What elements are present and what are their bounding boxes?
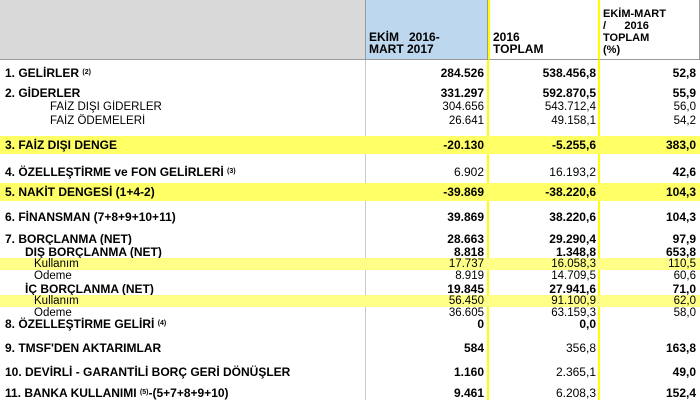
row-value-2016: 63.159,3 (551, 307, 596, 319)
table-row-giderler (0, 86, 700, 100)
row-value-2016: 0,0 (579, 317, 596, 331)
row-value-2016: 29.290,4 (549, 232, 596, 245)
row-value-ratio: 104,3 (665, 185, 696, 199)
row-value-ratio: 62,0 (673, 295, 696, 307)
row-value-2016: 6.208,3 (555, 386, 596, 400)
row-value-ratio (600, 316, 696, 332)
table-row-dis-borclanma (0, 245, 700, 258)
row-label: 6. FİNANSMAN (7+8+9+10+11) (5, 210, 176, 224)
header-2016-total-cell (488, 0, 600, 60)
row-value-2016: 592.870,5 (542, 86, 596, 100)
row-value-oct-mar: 284.526 (440, 66, 484, 80)
row-value-oct-mar: 8.818 (453, 245, 484, 258)
row-value-2016: 2.365,1 (555, 365, 596, 379)
row-value-oct-mar: 1.160 (453, 365, 484, 379)
row-label: 1. GELİRLER (2) (5, 66, 91, 80)
table-row-borclanma-net (0, 232, 700, 245)
row-label: 3. FAİZ DIŞI DENGE (5, 138, 118, 152)
row-label: FAİZ DIŞI GİDERLER (50, 101, 162, 113)
row-value-ratio: 56,0 (673, 101, 696, 113)
row-value-2016: -5.255,6 (551, 138, 596, 152)
row-value-ratio: 49,0 (672, 365, 696, 379)
header-label-cell (0, 0, 366, 60)
row-value-ratio: 52,8 (672, 66, 696, 80)
row-value-oct-mar: 19.845 (447, 282, 484, 295)
table-row-faiz-odemeleri (0, 114, 700, 128)
row-value-ratio: 383,0 (665, 138, 696, 152)
row-value-2016: 49.158,1 (551, 115, 596, 127)
header-ratio-cell (600, 0, 700, 60)
row-value-ratio: 97,9 (672, 232, 696, 245)
row-label: Ödeme (34, 307, 72, 319)
table-row-devirli-garantili (0, 362, 700, 382)
table-row-ozellestirme-fon (0, 160, 700, 184)
row-label: 8. ÖZELLEŞTİRME GELİRİ (4) (5, 317, 167, 331)
row-value-2016: 356,8 (565, 341, 596, 355)
row-value-oct-mar: 26.641 (448, 115, 484, 127)
row-label: 5. NAKİT DENGESİ (1+4-2) (5, 185, 155, 199)
row-value-2016: 538.456,8 (542, 66, 596, 80)
table-row-tmsf (0, 338, 700, 358)
table-row-ozellestirme-geliri (0, 316, 700, 332)
row-value-2016: 14.709,5 (551, 270, 596, 282)
row-label: 9. TMSF'DEN AKTARIMLAR (5, 341, 162, 355)
header-ratio: EKİM-MART / 2016 TOPLAM (%) (603, 8, 666, 56)
row-value-ratio: 104,3 (665, 210, 696, 224)
row-label: FAİZ ÖDEMELERİ (50, 115, 146, 127)
row-value-oct-mar: 56.450 (448, 295, 484, 307)
row-label: 7. BORÇLANMA (NET) (5, 232, 132, 245)
row-value-oct-mar: 304.656 (442, 101, 484, 113)
row-value-ratio: 152,4 (665, 386, 696, 400)
table-row-finansman (0, 207, 700, 227)
table-row-dis-kullanim (0, 258, 700, 270)
table-row-gelirler (0, 62, 700, 84)
row-value-2016: 27.941,6 (549, 282, 596, 295)
table-row-faiz-disi-denge (0, 136, 700, 154)
row-value-oct-mar: -39.869 (443, 185, 484, 199)
row-label: Kullanım (34, 258, 79, 270)
row-value-ratio: 653,8 (665, 245, 696, 258)
row-label: Kullanım (34, 295, 79, 307)
table-row-nakit-dengesi (0, 183, 700, 201)
row-value-ratio: 42,6 (672, 165, 696, 179)
row-label: 11. BANKA KULLANIMI (5) -(5+7+8+9+10) (5, 386, 229, 400)
row-label: 2. GİDERLER (5, 86, 81, 100)
row-value-oct-mar: 28.663 (447, 232, 484, 245)
row-value-2016: 543.712,4 (544, 101, 596, 113)
table-row-faiz-disi-giderler (0, 100, 700, 114)
row-value-oct-mar: 6.902 (453, 165, 484, 179)
row-value-oct-mar: 331.297 (440, 86, 484, 100)
table-row-ic-kullanim (0, 295, 700, 307)
row-value-oct-mar: 39.869 (447, 210, 484, 224)
row-label: 10. DEVİRLİ - GARANTİLİ BORÇ GERİ DÖNÜŞLER (5, 365, 291, 379)
row-value-oct-mar: 584 (463, 341, 484, 355)
row-label: İÇ BORÇLANMA (NET) (25, 282, 154, 295)
row-value-oct-mar: 9.461 (453, 386, 484, 400)
row-value-2016: 16.193,2 (549, 165, 596, 179)
row-label: DIŞ BORÇLANMA (NET) (25, 245, 162, 258)
row-value-oct-mar: 0 (477, 317, 484, 331)
row-label: 4. ÖZELLEŞTİRME ve FON GELİRLERİ (3) (5, 165, 236, 179)
row-value-ratio: 163,8 (665, 341, 696, 355)
row-value-oct-mar: 36.605 (448, 307, 484, 319)
row-value-ratio: 110,5 (668, 258, 696, 270)
row-value-oct-mar: -20.130 (443, 138, 484, 152)
row-value-2016: -38.220,6 (545, 185, 596, 199)
row-value-2016: 16.058,3 (551, 258, 596, 270)
row-value-ratio: 60,6 (673, 270, 696, 282)
header-oct-mar-cell (366, 0, 488, 60)
header-2016-total: 2016 TOPLAM (493, 30, 544, 56)
header-oct-mar: EKİM 2016- MART 2017 (369, 30, 440, 56)
row-value-2016: 1.348,8 (555, 245, 596, 258)
table-row-dis-odeme (0, 270, 700, 282)
row-value-2016: 91.100,9 (551, 295, 596, 307)
row-label: Ödeme (34, 270, 72, 282)
row-value-ratio: 54,2 (673, 115, 696, 127)
row-value-oct-mar: 17.737 (448, 258, 484, 270)
table-row-ic-borclanma (0, 282, 700, 295)
row-value-ratio: 71,0 (672, 282, 696, 295)
row-value-ratio: 58,0 (673, 307, 696, 319)
row-value-ratio: 55,9 (672, 86, 696, 100)
row-value-2016: 38.220,6 (549, 210, 596, 224)
table-row-banka-kullanimi (0, 384, 700, 402)
row-value-oct-mar: 8.919 (455, 270, 484, 282)
